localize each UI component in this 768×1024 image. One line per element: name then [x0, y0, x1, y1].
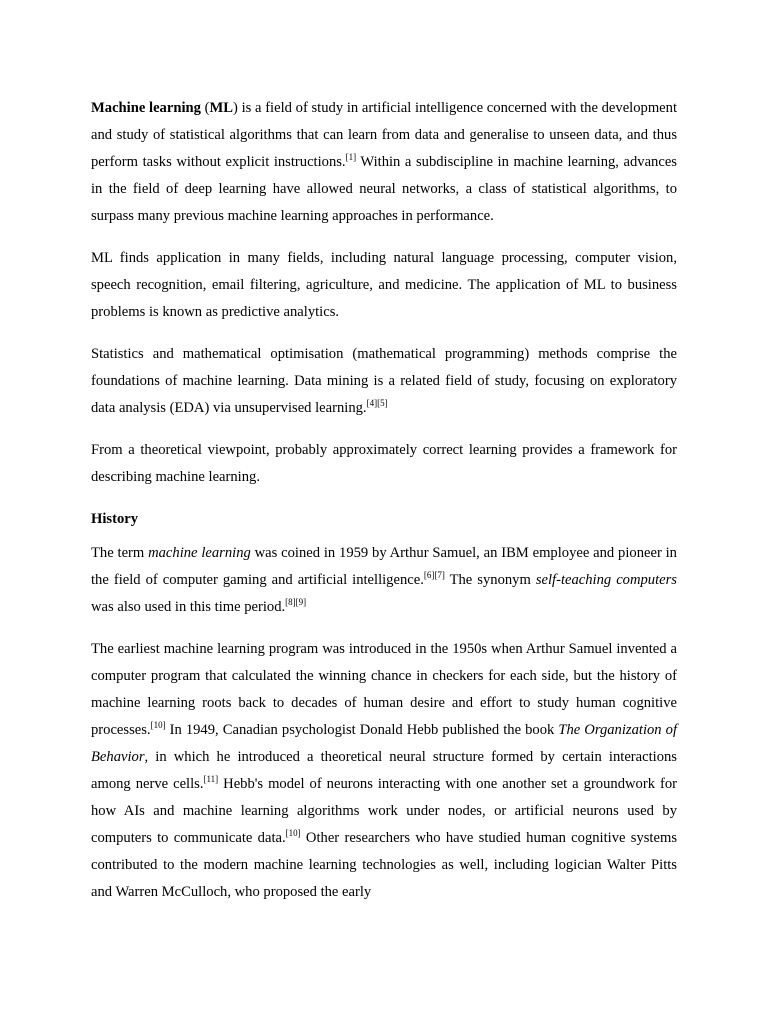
text-run: The term — [91, 545, 149, 561]
text-run: , in which he introduced a theoretical neural structure formed by certain interactions among nerve cells. — [91, 749, 677, 792]
citation-ref: [11] — [203, 774, 219, 784]
citation-ref: [4][5] — [366, 398, 388, 408]
text-run: Within a subdiscipline in machine learning, advances in the field of deep learning have allowed neural networks, a class of statistical algorithms, to surpass many previous machine learning approaches in performance. — [91, 154, 677, 224]
intro-paragraph — [91, 95, 677, 230]
citation-ref: [1] — [345, 152, 357, 162]
bold-term: ML — [209, 100, 234, 116]
foundations-paragraph — [91, 341, 677, 422]
text-run: The earliest machine learning program was introduced in the 1950s when Arthur Samuel invented a computer program that calculated the winning chance in checkers for each side, but the history of machine learning roots back to decades of human desire and effort to study human cognitive processes. — [91, 641, 677, 738]
text-run: The synonym — [444, 572, 536, 588]
italic-term: machine learning — [148, 545, 251, 561]
text-run: Hebb's model of neurons interacting with one another set a groundwork for how AIs and machine learning algorithms work under nodes, or artificial neurons used by computers to communicate data. — [91, 776, 677, 846]
citation-ref: [10] — [150, 720, 166, 730]
text-run: Other researchers who have studied human cognitive systems contributed to the modern machine learning technologies as well, including logician Walter Pitts and Warren McCulloch, who proposed the early — [91, 830, 677, 900]
text-run: ) is a field of study in artificial intelligence concerned with the development and study of statistical algorithms that can learn from data and generalise to unseen data, and thus perform tasks without explicit instructions. — [91, 100, 678, 170]
text-run: Statistics and mathematical optimisation (mathematical programming) methods comprise the foundations of machine learning. Data mining is a related field of study, focusing on exploratory data analysis (EDA) via unsupervised learning. — [91, 346, 677, 416]
history-paragraph-earliest — [91, 636, 677, 906]
history-paragraph-term — [91, 540, 677, 621]
history-heading: History — [91, 511, 139, 527]
text-run: was also used in this time period. — [91, 599, 286, 615]
citation-ref: [10] — [285, 828, 301, 838]
text-run: In 1949, Canadian psychologist Donald Hebb published the book — [165, 722, 559, 738]
text-run: ML finds application in many fields, including natural language processing, computer vision, speech recognition, email filtering, agriculture, and medicine. The application of ML to business problems is known as predictive analytics. — [91, 250, 677, 320]
citation-ref: [6][7] — [423, 570, 445, 580]
citation-ref: [8][9] — [285, 597, 307, 607]
italic-term: The Organization of Behavior — [91, 722, 677, 765]
theory-paragraph — [91, 437, 677, 491]
italic-term: self-teaching computers — [535, 572, 677, 588]
document-page — [91, 95, 677, 921]
text-run: From a theoretical viewpoint, probably approximately correct learning provides a framework for describing machine learning. — [91, 442, 677, 485]
applications-paragraph — [91, 245, 677, 326]
text-run: was coined in 1959 by Arthur Samuel, an IBM employee and pioneer in the field of computer gaming and artificial intelligence. — [91, 545, 677, 588]
text-run: ( — [200, 100, 210, 116]
bold-term: Machine learning — [91, 100, 201, 116]
